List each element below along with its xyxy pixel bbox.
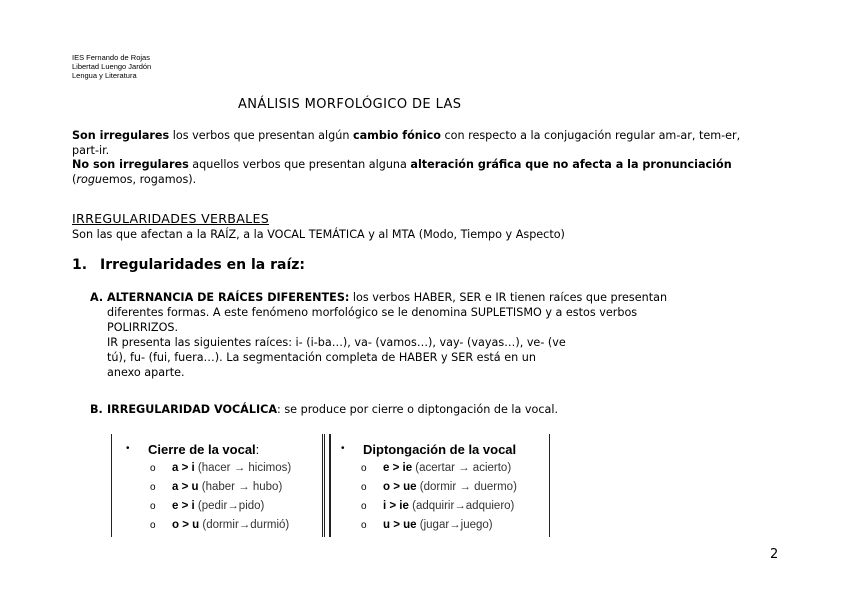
table-row: o a > i (hacer → hicimos) (150, 462, 292, 474)
table-row: o o > ue (dormir → duermo) (361, 481, 517, 493)
intro-bold: cambio fónico (352, 129, 441, 142)
intro-text: los verbos que presentan algún (169, 129, 353, 142)
intro-text: ( (72, 173, 77, 186)
bullet-icon: • (126, 443, 130, 454)
intro-paragraph-1 (72, 128, 812, 158)
table-row: o e > i (pedir→pido) (150, 500, 265, 512)
item-a-text: IR presenta las siguientes raíces: i- (i-ba…), va- (vamos…), vay- (vayas…), ve- (ve (107, 336, 566, 349)
intro-bold: No son irregulares (72, 158, 189, 171)
item-a-paragraph (90, 290, 750, 380)
item-1-heading (72, 257, 305, 273)
item-1-number: 1. (72, 257, 88, 273)
vowel-closure-column (111, 434, 325, 537)
table-row: o e > ie (acertar → acierto) (361, 462, 512, 474)
item-a-text: diferentes formas. A este fenómeno morfológico se le denomina SUPLETISMO y a estos verbos (107, 306, 638, 319)
item-b-paragraph (90, 402, 558, 417)
vowel-closure-heading: Cierre de la vocal: (148, 442, 260, 457)
diphthong-heading: Diptongación de la vocal (363, 442, 517, 457)
page-title: ANÁLISIS MORFOLÓGICO DE LAS (238, 97, 462, 112)
intro-paragraph-2 (72, 157, 812, 187)
item-a-text: anexo aparte. (107, 366, 185, 379)
vowel-table-image (111, 434, 549, 537)
item-a-text: POLIRRIZOS. (107, 321, 179, 334)
item-a-text: los verbos HABER, SER e IR tienen raíces que presentan (349, 291, 668, 304)
section-subtitle: Son las que afectan a la RAÍZ, a la VOCAL TEMÁTICA y al MTA (Modo, Tiempo y Aspecto) (72, 228, 565, 241)
table-row: o u > ue (jugar→juego) (361, 519, 493, 531)
item-a-letter: A. (90, 291, 104, 304)
item-a-bold: ALTERNANCIA DE RAÍCES DIFERENTES: (107, 291, 350, 304)
item-b-letter: B. (90, 403, 103, 416)
bullet-icon: • (341, 443, 345, 454)
intro-bold: Son irregulares (72, 129, 170, 142)
diphthong-column (329, 434, 550, 537)
table-row: o o > u (dormir→durmió) (150, 519, 290, 531)
document-header (72, 53, 151, 80)
intro-text: part-ir. (72, 144, 110, 157)
intro-bold: alteración gráfica que no afecta a la pronunciación (410, 158, 732, 171)
section-heading: IRREGULARIDADES VERBALES (72, 211, 270, 226)
intro-text: aquellos verbos que presentan alguna (188, 158, 411, 171)
intro-italic: rogu (76, 173, 103, 186)
item-a-text: tú), fu- (fui, fuera…). La segmentación completa de HABER y SER está en un (107, 351, 536, 364)
table-row: o a > u (haber → hubo) (150, 481, 283, 493)
item-1-label: Irregularidades en la raíz: (100, 257, 305, 273)
header-subject: Lengua y Literatura (72, 71, 137, 80)
intro-text: con respecto a la conjugación regular am-ar, tem-er, (440, 129, 741, 142)
table-row: o i > ie (adquirir→adquiero) (361, 500, 515, 512)
item-b-text: : se produce por cierre o diptongación de la vocal. (277, 403, 559, 416)
header-author: Libertad Luengo Jardón (72, 62, 152, 71)
item-b-bold: IRREGULARIDAD VOCÁLICA (107, 403, 277, 416)
header-school: IES Fernando de Rojas (72, 53, 150, 62)
intro-text: emos, rogamos). (102, 173, 197, 186)
page-number: 2 (770, 547, 779, 562)
